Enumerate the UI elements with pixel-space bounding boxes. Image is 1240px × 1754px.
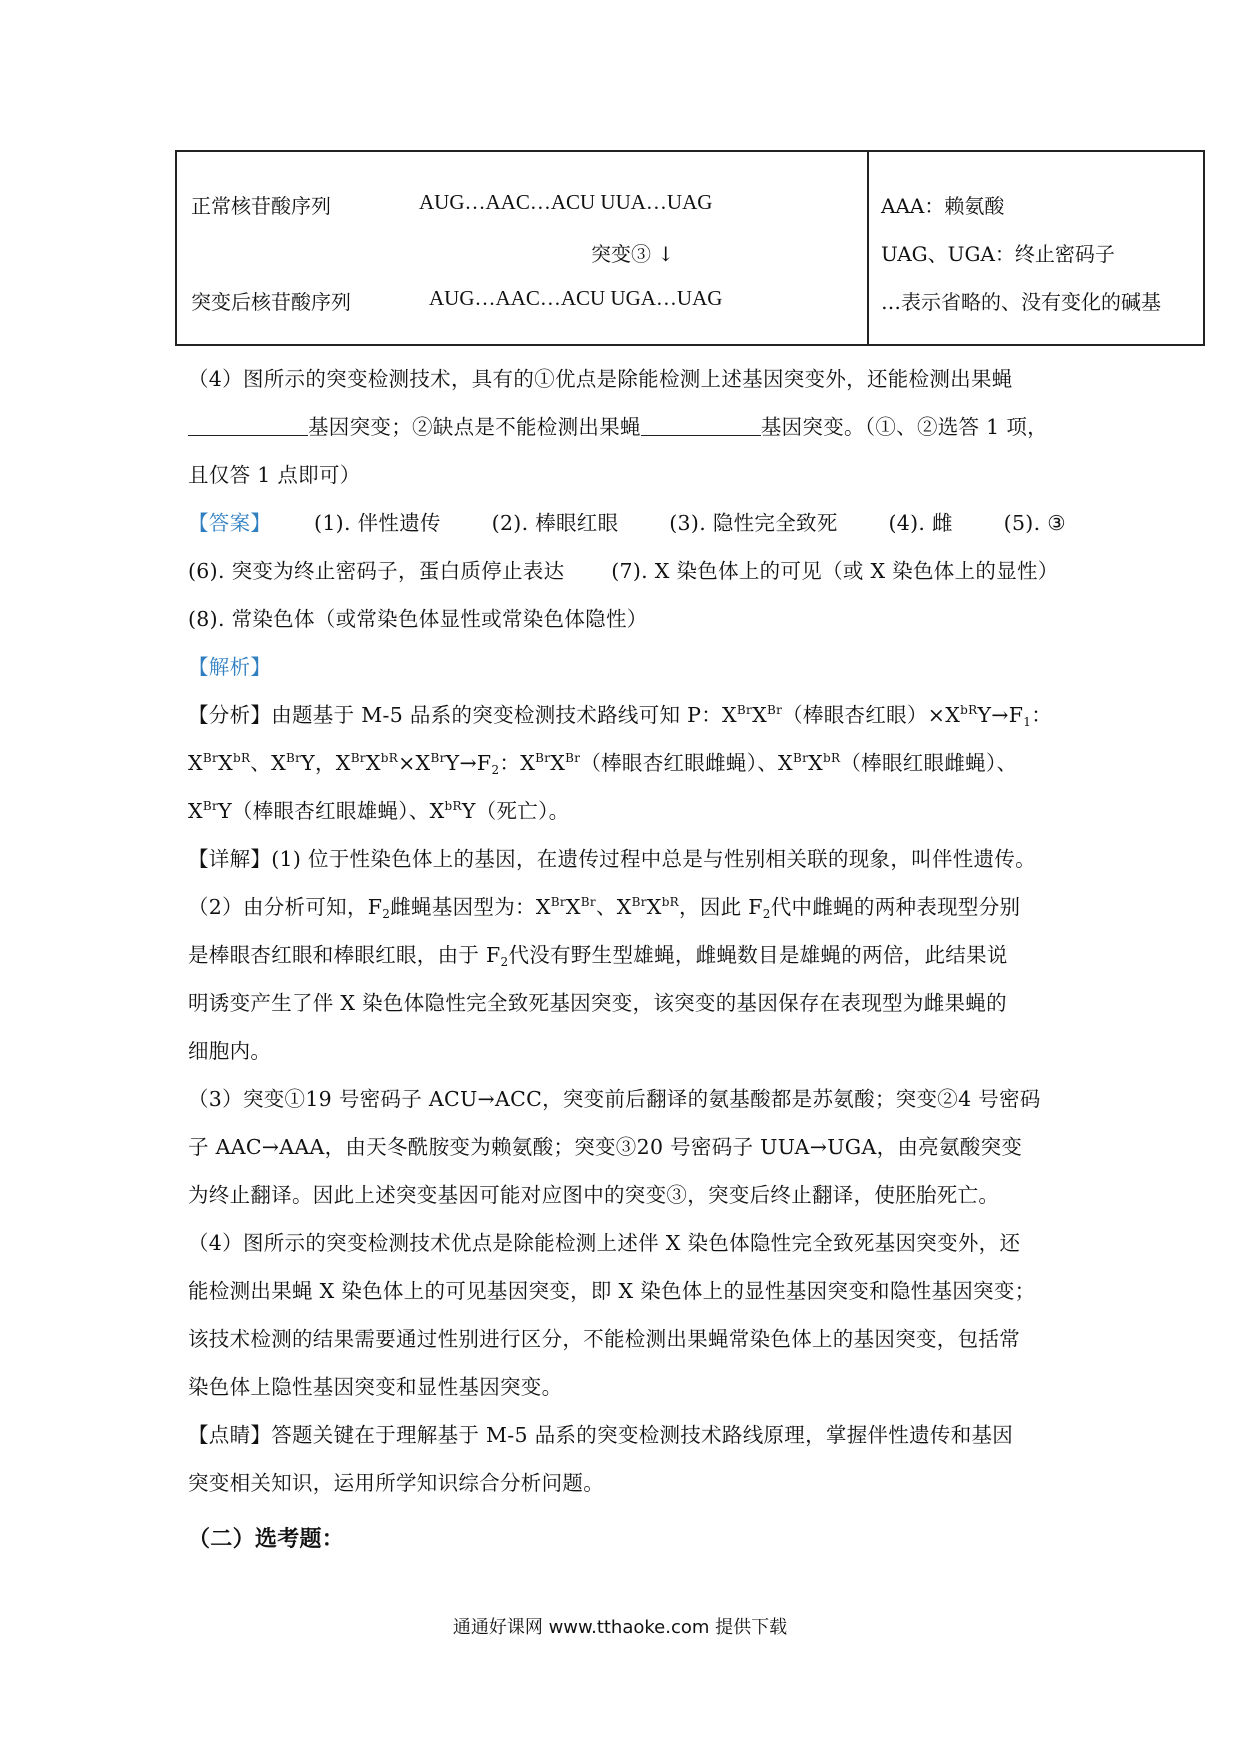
subscript: 2 — [491, 763, 500, 777]
mutant-sequence: AUG…AAC…ACU UGA…UAG — [429, 286, 723, 310]
subscript: 2 — [762, 907, 771, 921]
superscript: Br — [631, 895, 647, 909]
analysis-text: X — [808, 751, 824, 775]
superscript: bR — [960, 703, 978, 717]
analysis-line1 — [188, 698, 1052, 729]
answer-blank — [188, 415, 308, 436]
answer-item: (3). 隐性完全致死 — [669, 511, 838, 535]
key-point-line2: 突变相关知识，运用所学知识综合分析问题。 — [188, 1471, 604, 1495]
superscript: bR — [661, 895, 680, 909]
superscript: Br — [350, 751, 366, 765]
superscript: Br — [792, 751, 809, 765]
analysis-text: （棒眼红眼雌蝇）、 — [840, 751, 1018, 775]
normal-sequence-label: 正常核苷酸序列 — [191, 194, 331, 218]
answer-line2 — [188, 554, 1059, 584]
answer-item: (6). 突变为终止密码子，蛋白质停止表达 — [188, 559, 565, 583]
table-divider — [867, 152, 869, 344]
detail-3-line3: 为终止翻译。因此上述突变基因可能对应图中的突变③，突变后终止翻译，使胚胎死亡。 — [188, 1183, 1000, 1207]
superscript: bR — [380, 751, 399, 765]
note-ellipsis: …表示省略的、没有变化的碱基 — [881, 290, 1161, 314]
detail-text: 雌蝇基因型为：X — [390, 895, 551, 919]
superscript: bR — [823, 751, 841, 765]
key-point-line1: 【点睛】答题关键在于理解基于 M-5 品系的突变检测技术路线原理，掌握伴性遗传和基因 — [188, 1423, 1014, 1447]
detail-4-line2: 能检测出果蝇 X 染色体上的可见基因突变，即 X 染色体上的显性基因突变和隐性基因突变； — [188, 1279, 1036, 1303]
detail-1: 【详解】(1) 位于性染色体上的基因，在遗传过程中总是与性别相关联的现象，叫伴性遗传。 — [188, 847, 1036, 871]
detail-2-line4: 细胞内。 — [188, 1039, 272, 1063]
detail-2-line2 — [188, 938, 1008, 969]
analysis-text: X — [188, 799, 203, 823]
detail-4-line4: 染色体上隐性基因突变和显性基因突变。 — [188, 1375, 563, 1399]
analysis-text: Y，X — [301, 751, 351, 775]
subscript: 2 — [500, 955, 509, 969]
analysis-text: 、X — [250, 751, 286, 775]
question4-line3: 且仅答 1 点即可） — [188, 463, 361, 487]
analysis-text: ×X — [398, 751, 431, 775]
note-stop-codon: UAG、UGA：终止密码子 — [881, 242, 1115, 266]
answer-line1 — [188, 506, 1066, 536]
analysis-text: （棒眼杏红眼）×X — [782, 703, 961, 727]
answer-line3: (8). 常染色体（或常染色体显性或常染色体隐性） — [188, 607, 648, 631]
analysis-tag: 【解析】 — [188, 655, 272, 679]
superscript: Br — [580, 895, 596, 909]
subscript: 2 — [382, 907, 391, 921]
note-lysine: AAA：赖氨酸 — [881, 194, 1005, 218]
answer-item: (5). ③ — [1003, 511, 1066, 535]
detail-text: X — [565, 895, 581, 919]
analysis-text: X — [550, 751, 566, 775]
analysis-text: Y（棒眼杏红眼雄蝇）、X — [218, 799, 445, 823]
analysis-text: Y→F — [445, 751, 492, 775]
detail-2-line3: 明诱变产生了伴 X 染色体隐性完全致死基因突变，该突变的基因保存在表现型为雌果蝇的 — [188, 991, 1007, 1015]
analysis-text: X — [188, 751, 203, 775]
detail-3-line1: （3）突变①19 号密码子 ACU→ACC，突变前后翻译的氨基酸都是苏氨酸；突变②4 号密码 — [188, 1087, 1041, 1111]
detail-4-line1: （4）图所示的突变检测技术优点是除能检测上述伴 X 染色体隐性完全致死基因突变外，还 — [188, 1231, 1021, 1255]
question4-line1: （4）图所示的突变检测技术，具有的①优点是除能检测上述基因突变外，还能检测出果蝇 — [188, 367, 1013, 391]
sequence-table — [175, 150, 1205, 346]
superscript: Br — [550, 895, 566, 909]
subscript: 1 — [1023, 715, 1032, 729]
detail-text: （2）由分析可知，F — [188, 895, 383, 919]
question4-line2 — [188, 410, 1048, 440]
analysis-text: X — [752, 703, 767, 727]
analysis-text: X — [218, 751, 233, 775]
section-heading: （二）选考题： — [188, 1526, 345, 1552]
superscript: Br — [535, 751, 551, 765]
detail-2-line1 — [188, 890, 1020, 921]
superscript: bR — [232, 751, 251, 765]
mutation-arrow-label: 突变③ ↓ — [591, 242, 675, 266]
detail-text: ，因此 F — [679, 895, 763, 919]
analysis-text: X — [365, 751, 381, 775]
analysis-text: 【分析】由题基于 M-5 品系的突变检测技术路线可知 P：X — [188, 703, 737, 727]
normal-sequence: AUG…AAC…ACU UUA…UAG — [419, 190, 713, 214]
question4-text: 基因突变。（①、②选答 1 项， — [760, 415, 1048, 439]
mutant-sequence-label: 突变后核苷酸序列 — [191, 290, 351, 314]
superscript: bR — [444, 799, 462, 813]
superscript: Br — [286, 751, 302, 765]
analysis-text: Y→F — [977, 703, 1024, 727]
analysis-line2 — [188, 746, 1017, 777]
superscript: Br — [202, 799, 219, 813]
detail-text: 、X — [595, 895, 632, 919]
superscript: Br — [736, 703, 753, 717]
superscript: Br — [202, 751, 219, 765]
detail-4-line3: 该技术检测的结果需要通过性别进行区分，不能检测出果蝇常染色体上的基因突变，包括常 — [188, 1327, 1020, 1351]
answer-tag: 【答案】 — [188, 511, 272, 535]
superscript: Br — [766, 703, 783, 717]
detail-text: X — [646, 895, 662, 919]
detail-3-line2: 子 AAC→AAA，由天冬酰胺变为赖氨酸；突变③20 号密码子 UUA→UGA，由亮氨酸突变 — [188, 1135, 1023, 1159]
answer-item: (1). 伴性遗传 — [314, 511, 441, 535]
superscript: Br — [565, 751, 581, 765]
detail-text: 是棒眼杏红眼和棒眼红眼，由于 F — [188, 943, 501, 967]
question4-text: 基因突变；②缺点是不能检测出果蝇 — [308, 415, 641, 439]
detail-text: 代没有野生型雄蝇，雌蝇数目是雄蝇的两倍，此结果说 — [508, 943, 1008, 967]
answer-item: (4). 雌 — [888, 511, 953, 535]
answer-blank — [641, 415, 761, 436]
analysis-text: ：X — [499, 751, 536, 775]
analysis-line3 — [188, 794, 569, 824]
answer-item: (2). 棒眼红眼 — [491, 511, 619, 535]
analysis-text: （棒眼杏红眼雌蝇）、X — [580, 751, 793, 775]
superscript: Br — [430, 751, 446, 765]
analysis-text: Y（死亡）。 — [461, 799, 570, 823]
analysis-text: ： — [1031, 703, 1053, 727]
answer-item: (7). X 染色体上的可见（或 X 染色体上的显性） — [611, 559, 1059, 583]
detail-text: 代中雌蝇的两种表现型分别 — [770, 895, 1021, 919]
footer-text: 通通好课网 www.tthaoke.com 提供下载 — [452, 1617, 788, 1638]
